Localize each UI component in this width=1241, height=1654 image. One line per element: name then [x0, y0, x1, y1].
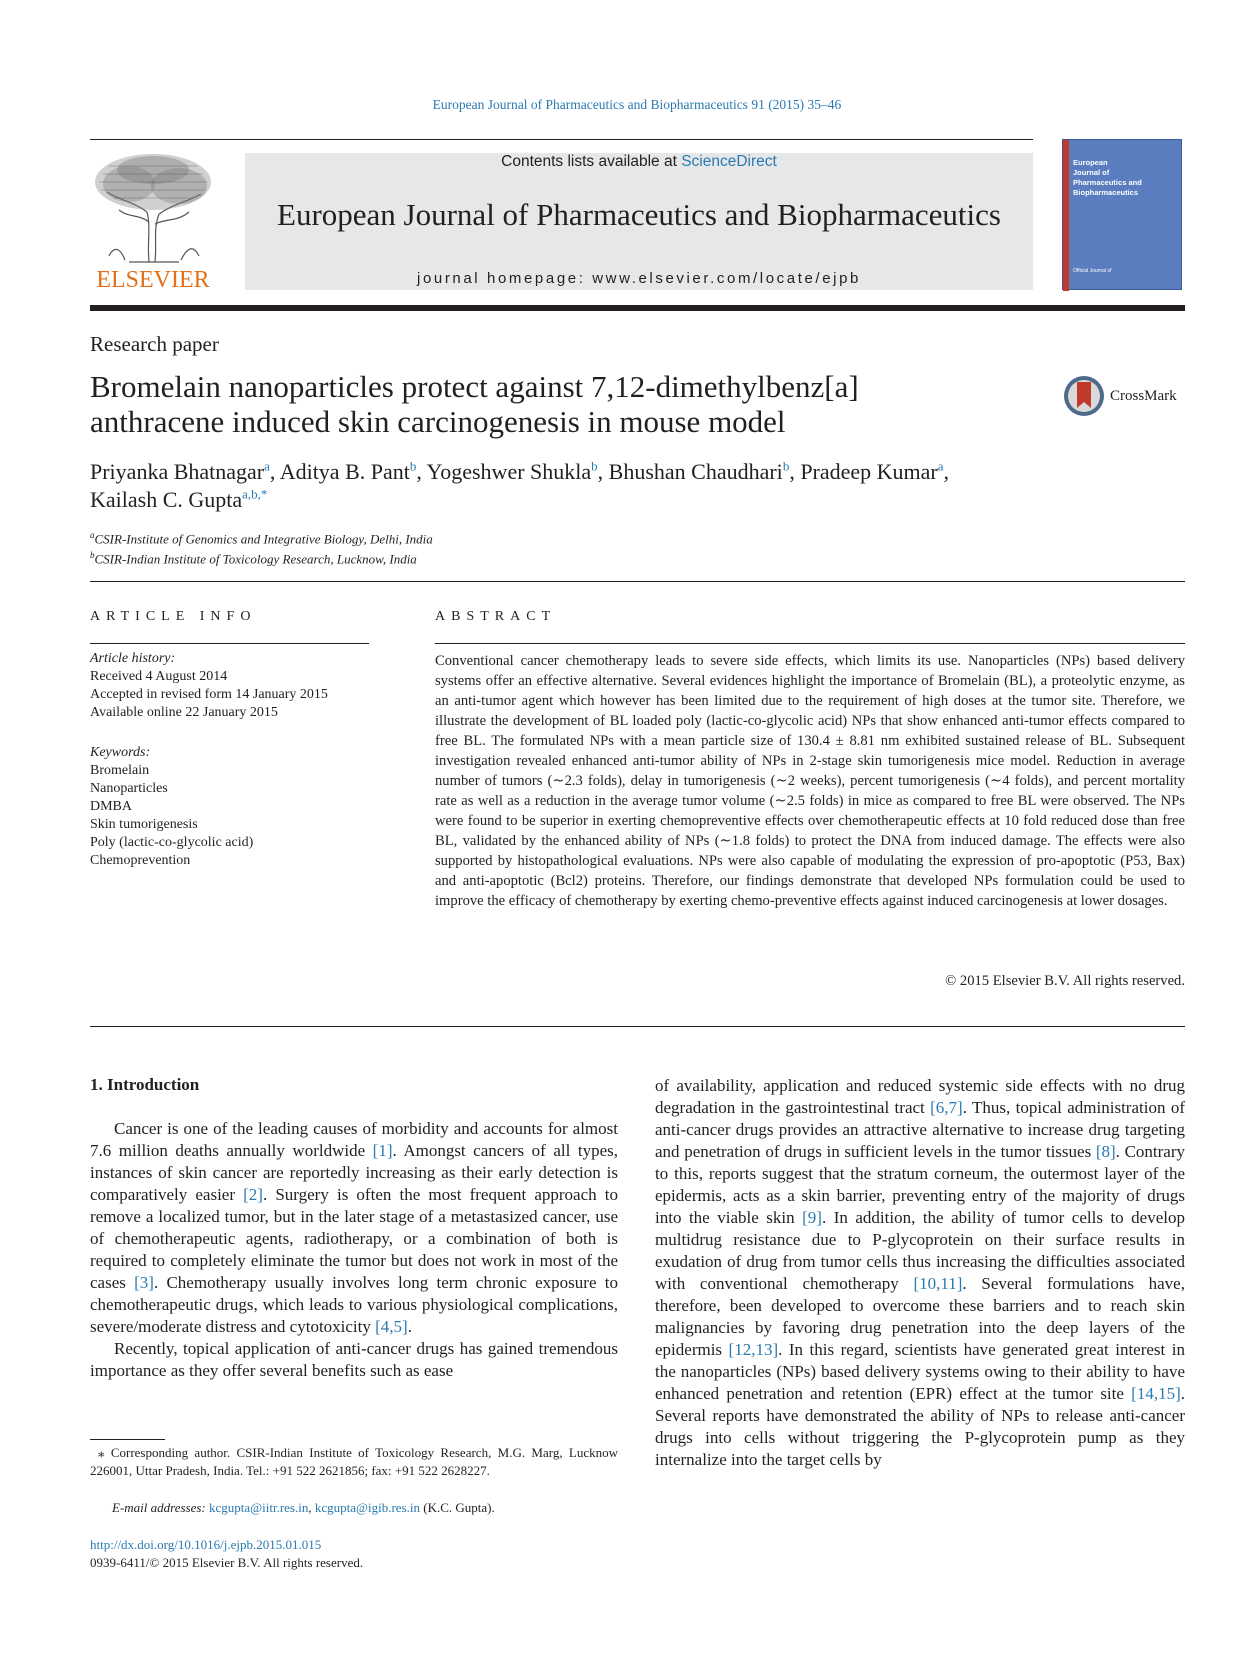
- sciencedirect-link[interactable]: ScienceDirect: [681, 153, 777, 170]
- contents-prefix: Contents lists available at: [501, 153, 682, 170]
- email-addresses: E-mail addresses: kcgupta@iitr.res.in, kcgupta@igib.res.in (K.C. Gupta).: [112, 1500, 495, 1515]
- journal-citation[interactable]: European Journal of Pharmaceutics and Biopharmaceutics 91 (2015) 35–46: [432, 97, 842, 112]
- intro-paragraph-1: Cancer is one of the leading causes of morbidity and accounts for almost 7.6 million deaths annually worldwide [1]. Amongst cancers of all types, instances of skin cancer are reportedly increasing as their early detection is comparatively easier [2]. Surgery is often the most frequent approach to remove a localized tumor, but in the later stage of a metastasized cancer, use of chemotherapeutic agents, radiotherapy, or a combination of both is required to completely eliminate the tumor but does not work in most of the cases [3]. Chemotherapy usually involves long term chronic exposure to chemotherapeutic drugs, which leads to various physiological complications, severe/moderate distress and cytotoxicity [4,5].: [90, 1119, 618, 1336]
- article-type: Research paper: [90, 332, 219, 356]
- cover-line: Pharmaceutics and: [1073, 178, 1142, 187]
- crossmark-badge[interactable]: [1062, 374, 1187, 418]
- keyword[interactable]: Poly (lactic-co-glycolic acid): [90, 835, 254, 850]
- journal-homepage[interactable]: journal homepage: www.elsevier.com/locate/ejpb: [417, 270, 861, 287]
- keyword[interactable]: Skin tumorigenesis: [90, 817, 198, 832]
- affiliation: $^a$CSIR-Institute of Genomics and Integrative Biology, Delhi, India: [90, 530, 433, 547]
- issn-copyright: 0939-6411/© 2015 Elsevier B.V. All rights reserved.: [90, 1555, 364, 1570]
- history-item: Accepted in revised form 14 January 2015: [90, 687, 328, 702]
- author[interactable]: Priyanka Bhatnagar$^a$: [90, 458, 270, 484]
- journal-cover: [1062, 139, 1182, 290]
- title-line-1: Bromelain nanoparticles protect against 7,12-dimethylbenz[a]: [90, 369, 859, 404]
- intro-heading: 1. Introduction: [90, 1075, 200, 1094]
- abstract-text: Conventional cancer chemotherapy leads to severe side effects, which limits its use. Nanoparticles (NPs) based delivery systems offer an effective alternative. Several evidences highlight the importance of Bromelain (BL), a proteolytic enzyme, as an anti-tumor agent which however has been limited due to the requirement of high doses at the tumor site. Therefore, we illustrate the development of BL loaded poly (lactic-co-glycolic acid) NPs that show enhanced anti-tumor effects compared to free BL. The formulated NPs with a mean particle size of 130.4 ± 8.81 nm exhibited sustained release of BL. Subsequent investigation revealed enhanced anti-tumor ability of NPs in 2-stage skin tumorigenesis mice model. Reduction in average number of tumors (∼2.3 folds), delay in tumorigenesis (∼2 weeks), percent tumorigenesis (∼4 folds), and percent mortality rate as well as a reduction in the average tumor volume (∼2.5 folds) in mice as compared to free BL were observed. The NPs were found to be superior in exerting chemopreventive effects over chemotherapeutic effects at 10 fold reduced dose than free BL, validated by the enhanced ability of NPs (∼1.8 folds) to protect the DNA from induced damage. The effects were also supported by histopathological evaluations. NPs were also capable of modulating the expression of pro-apoptotic (P53, Bax) and anti-apoptotic (Bcl2) proteins. Therefore, our findings demonstrate that developed NPs formulation could be used to improve the efficacy of chemotherapy by exerting chemo-preventive effects against induced carcinogenesis at lower dosages.: [435, 653, 1185, 909]
- author[interactable]: Yogeshwer Shukla$^b$: [426, 458, 598, 484]
- footnote-rule: [90, 1439, 165, 1440]
- email-link[interactable]: kcgupta@iitr.res.in: [209, 1500, 309, 1515]
- elsevier-tree-icon: [89, 152, 217, 264]
- history-item: Received 4 August 2014: [90, 669, 228, 684]
- cover-line: Biopharmaceutics: [1073, 188, 1139, 197]
- doi-link[interactable]: http://dx.doi.org/10.1016/j.ejpb.2015.01.015: [90, 1537, 322, 1552]
- cover-footer: Official Journal of: [1073, 268, 1112, 274]
- elsevier-logo: [89, 152, 217, 292]
- contents-availability: [245, 153, 1033, 171]
- citation-link[interactable]: [8]: [1095, 1142, 1116, 1161]
- citation-link[interactable]: [14,15]: [1131, 1384, 1181, 1403]
- cover-line: Journal of: [1073, 168, 1110, 177]
- footnote-marker: ⁎: [98, 1445, 105, 1460]
- citation-link[interactable]: [9]: [802, 1208, 822, 1227]
- header-rule: [90, 139, 1033, 140]
- abstract-heading: ABSTRACT: [435, 609, 557, 624]
- history-label: Article history:: [90, 651, 176, 666]
- keywords: [90, 744, 253, 870]
- article-info-heading: ARTICLE INFO: [90, 609, 257, 624]
- header-thick-rule: [90, 305, 1185, 311]
- keywords-label: Keywords:: [90, 745, 151, 760]
- citation-link[interactable]: [3]: [134, 1273, 154, 1292]
- article-title: [90, 369, 990, 439]
- intro-paragraph-2: Recently, topical application of anti-cancer drugs has gained tremendous importance as they offer several benefits such as ease: [90, 1339, 618, 1380]
- author[interactable]: Aditya B. Pant$^b$: [279, 458, 417, 484]
- keyword[interactable]: Bromelain: [90, 763, 150, 778]
- affiliation: $^b$CSIR-Indian Institute of Toxicology Research, Lucknow, India: [90, 550, 417, 567]
- crossmark-icon: [1062, 374, 1106, 418]
- keyword[interactable]: DMBA: [90, 799, 133, 814]
- affiliation-rule: [90, 581, 1185, 582]
- elsevier-wordmark: ELSEVIER: [96, 267, 210, 293]
- citation-link[interactable]: [2]: [243, 1185, 263, 1204]
- abstract-rule: [435, 643, 1185, 644]
- affiliations: [90, 527, 433, 568]
- corresponding-author-note: ⁎ Corresponding author. CSIR-Indian Institute of Toxicology Research, M.G. Marg, Lucknow 226001, Uttar Pradesh, India. Tel.: +91 522 2621856; fax: +91 522 2628227.: [90, 1445, 619, 1478]
- author[interactable]: Pradeep Kumar$^a$: [800, 458, 944, 484]
- citation-link[interactable]: [10,11]: [913, 1274, 963, 1293]
- article-info-rule: [90, 643, 369, 644]
- keyword[interactable]: Chemoprevention: [90, 853, 191, 868]
- abstract-end-rule: [90, 1026, 1185, 1027]
- citation-link[interactable]: [1]: [372, 1141, 393, 1160]
- history-item: Available online 22 January 2015: [90, 705, 278, 720]
- article-history: [90, 650, 328, 722]
- crossmark-label: CrossMark: [1110, 388, 1177, 404]
- email-link[interactable]: kcgupta@igib.res.in: [314, 1500, 420, 1515]
- citation-link[interactable]: [4,5]: [375, 1317, 408, 1336]
- intro-paragraph-3: of availability, application and reduced systemic side effects with no drug degradation in the gastrointestinal tract [6,7]. Thus, topical administration of anti-cancer drugs provides an attractive alternative to increase drug targeting and penetration of drugs in sufficient levels in the tumor tissues [8]. Contrary to this, reports suggest that the stratum corneum, the outermost layer of the epidermis, acts as a skin barrier, preventing entry of the majority of drugs into the viable skin [9]. In addition, the ability of tumor cells to develop multidrug resistance due to P-glycoprotein on their surface results in exudation of drug from tumor cells thus increasing the difficulties associated with conventional chemotherapy [10,11]. Several formulations have, therefore, been developed to overcome these barriers and to reach skin malignancies by favoring drug penetration into the deep layers of the epidermis [12,13]. In this regard, scientists have generated great interest in the nanoparticles (NPs) based delivery systems owing to their ability to have enhanced penetration and retention (EPR) effect at the tumor site [14,15]. Several reports have demonstrated the ability of NPs to release anti-cancer drugs into cells without triggering the P-glycoprotein pump as they internalize into the target cells by: [655, 1076, 1186, 1469]
- abstract-copyright: © 2015 Elsevier B.V. All rights reserved.: [945, 973, 1185, 989]
- cover-line: European: [1073, 158, 1108, 167]
- author[interactable]: Bhushan Chaudhari$^b$: [608, 458, 790, 484]
- citation-link[interactable]: [6,7]: [930, 1098, 963, 1117]
- intro-right-column: [655, 1075, 1185, 1471]
- citation-link[interactable]: [12,13]: [728, 1340, 779, 1359]
- author-list: Priyanka Bhatnagar$^a$, Aditya B. Pant$^b$, Yogeshwer Shukla$^b$, Bhushan Chaudhari$^b$, Pradeep Kumar$^a$, Kailash C. Gupta$^{a,b,*}$: [90, 458, 950, 512]
- author[interactable]: Kailash C. Gupta$^{a,b,*}$: [90, 486, 268, 512]
- title-line-2: anthracene induced skin carcinogenesis in mouse model: [90, 404, 786, 439]
- journal-name: European Journal of Pharmaceutics and Biopharmaceutics: [277, 197, 1001, 232]
- intro-left-column: [90, 1118, 618, 1382]
- keyword[interactable]: Nanoparticles: [90, 781, 168, 796]
